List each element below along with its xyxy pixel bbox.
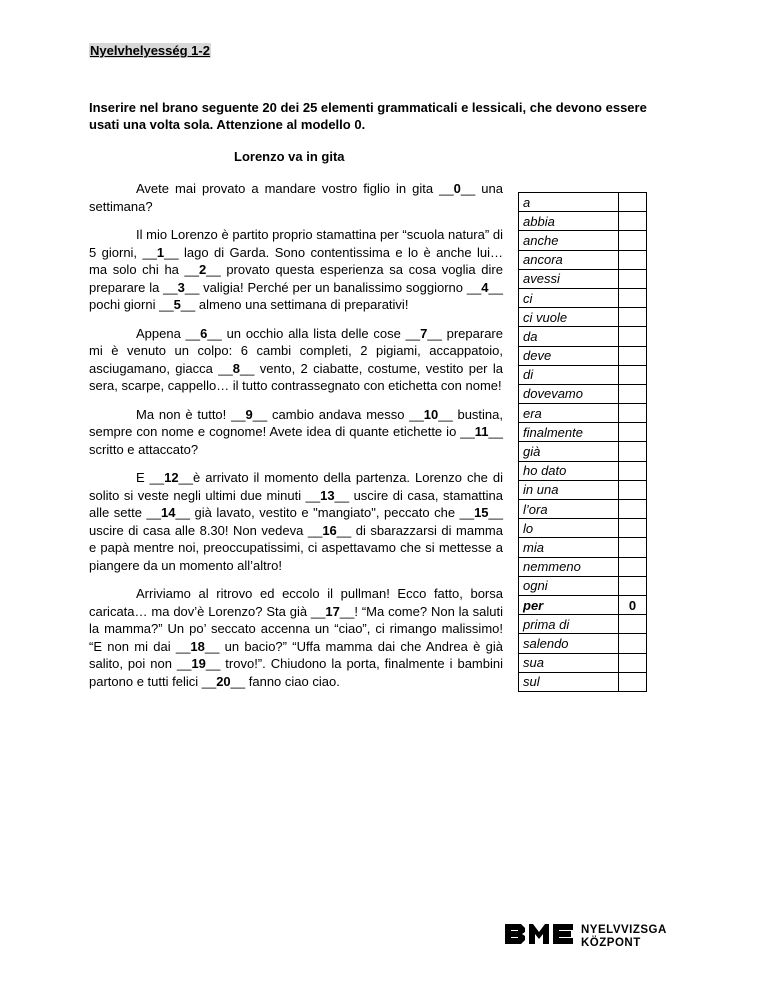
word-bank-row xyxy=(519,384,647,403)
gap-number: 9 xyxy=(245,406,253,422)
word-bank-row xyxy=(519,231,647,250)
word-bank-row xyxy=(519,557,647,576)
gap-number: 10 xyxy=(423,406,439,422)
word-cell: ogni xyxy=(519,576,619,595)
word-bank-row xyxy=(519,576,647,595)
text-segment: __ provato questa esperienza sa cosa voglia dire preparare la __ xyxy=(89,262,503,295)
answer-cell[interactable] xyxy=(619,231,647,250)
answer-cell[interactable] xyxy=(619,538,647,557)
word-bank-row xyxy=(519,538,647,557)
answer-cell[interactable] xyxy=(619,461,647,480)
word-bank-row xyxy=(519,212,647,231)
answer-cell[interactable] xyxy=(619,193,647,212)
gap-number: 5 xyxy=(173,297,181,312)
logo-line-1: NYELVVIZSGA xyxy=(581,924,667,936)
text-segment: __ almeno una settimana di preparativi! xyxy=(180,297,409,312)
logo-line-2: KÖZPONT xyxy=(581,937,641,949)
word-cell: l’ora xyxy=(519,500,619,519)
word-bank-row xyxy=(519,365,647,384)
word-bank-row xyxy=(519,519,647,538)
gap-number: 15 xyxy=(474,505,489,520)
text-segment: __ preparare mi è venuto un colpo: 6 cambi completi, 2 pigiami, accappatoio, asciugamano, giacca __ xyxy=(89,325,503,376)
answer-cell[interactable] xyxy=(619,384,647,403)
logo xyxy=(503,920,667,954)
paragraph xyxy=(89,180,503,215)
gap-number: 7 xyxy=(420,325,428,341)
logo-mark xyxy=(503,920,575,954)
text-title: Lorenzo va in gita xyxy=(234,149,345,164)
gap-number: 6 xyxy=(200,325,208,341)
text-segment: Arriviamo al ritrovo ed eccolo il pullman! Ecco fatto, borsa caricata… ma dov’è Lorenzo? Sta già __ xyxy=(89,586,503,619)
gap-number: 4 xyxy=(481,279,489,295)
word-bank-row xyxy=(519,308,647,327)
word-bank-row xyxy=(519,653,647,672)
text-segment: Avete mai provato a mandare vostro figlio in gita __ xyxy=(136,181,454,196)
word-cell: ho dato xyxy=(519,461,619,480)
word-bank-row xyxy=(519,423,647,442)
word-cell: per xyxy=(519,595,619,614)
paragraph xyxy=(89,325,503,395)
gap-number: 16 xyxy=(322,522,337,538)
gap-number: 3 xyxy=(177,279,185,295)
paragraph xyxy=(89,406,503,459)
answer-cell[interactable] xyxy=(619,308,647,327)
gap-number: 12 xyxy=(164,470,179,485)
text-segment: __! “Ma come? Non la saluti la mamma?” Un po’ seccato accenna un “ciao”, ci rimango malissimo! “E non mi dai __ xyxy=(89,603,504,654)
paragraph xyxy=(89,469,503,574)
word-bank-row xyxy=(519,442,647,461)
word-bank-row xyxy=(519,615,647,634)
word-cell: nemmeno xyxy=(519,557,619,576)
answer-cell[interactable] xyxy=(619,365,647,384)
answer-cell[interactable] xyxy=(619,212,647,231)
word-cell: ci vuole xyxy=(519,308,619,327)
word-bank-row xyxy=(519,500,647,519)
text-segment: __ uscire di casa, stamattina alle sette __ xyxy=(89,487,503,520)
page-header: Nyelvhelyesség 1-2 xyxy=(90,43,210,58)
passage xyxy=(89,180,503,701)
text-segment: __è arrivato il momento della partenza. Lorenzo che di solito si veste negli ultimi due minuti __ xyxy=(89,470,503,503)
text-segment: __ una settimana? xyxy=(89,181,503,214)
answer-cell[interactable] xyxy=(619,404,647,423)
word-cell: sul xyxy=(519,672,619,691)
gap-number: 20 xyxy=(216,673,231,689)
gap-number: 1 xyxy=(156,244,165,260)
gap-number: 8 xyxy=(232,360,240,376)
word-bank-row xyxy=(519,461,647,480)
text-segment: __ uscire di casa alle 8.30! Non vedeva __ xyxy=(89,505,504,538)
word-bank-row xyxy=(519,672,647,691)
text-segment: __ fanno ciao ciao. xyxy=(230,673,340,689)
word-cell: ancora xyxy=(519,250,619,269)
word-bank-row xyxy=(519,480,647,499)
word-cell: abbia xyxy=(519,212,619,231)
text-segment: __ vento, 2 ciabatte, costume, vestito per la sera, scarpe, cappello… il tutto contrassegnato con etichetta con nome! xyxy=(89,360,503,393)
word-cell: finalmente xyxy=(519,423,619,442)
word-bank-table xyxy=(518,192,647,692)
gap-number: 0 xyxy=(453,181,461,196)
text-segment: __ un bacio?” “Uffa mamma dai che Andrea è già salito, poi non __ xyxy=(89,638,503,671)
answer-cell[interactable] xyxy=(619,250,647,269)
text-segment: __ di sbarazzarsi di mamma e papà mentre noi, preoccupatissimi, ci aspettavamo che si mettesse a piangere da un momento all’altro! xyxy=(89,522,503,573)
answer-cell[interactable] xyxy=(619,653,647,672)
word-bank-row xyxy=(519,404,647,423)
gap-number: 11 xyxy=(474,424,489,439)
text-segment: __ scritto e attaccato? xyxy=(89,424,503,457)
word-cell: era xyxy=(519,404,619,423)
answer-cell[interactable] xyxy=(619,557,647,576)
answer-cell[interactable] xyxy=(619,288,647,307)
word-cell: avessi xyxy=(519,269,619,288)
answer-cell[interactable] xyxy=(619,634,647,653)
text-segment: Ma non è tutto! __ xyxy=(136,406,246,422)
word-cell: mia xyxy=(519,538,619,557)
gap-number: 2 xyxy=(199,262,207,277)
instructions: Inserire nel brano seguente 20 dei 25 elementi grammaticali e lessicali, che devono essere usati una volta sola. Attenzione al modello 0. xyxy=(89,100,647,132)
gap-number: 14 xyxy=(161,505,176,520)
word-cell: dovevamo xyxy=(519,384,619,403)
answer-cell[interactable] xyxy=(619,346,647,365)
gap-number: 18 xyxy=(190,638,205,654)
word-cell: deve xyxy=(519,346,619,365)
paragraph xyxy=(89,226,503,314)
word-bank-row xyxy=(519,595,647,614)
word-bank-row xyxy=(519,269,647,288)
gap-number: 19 xyxy=(191,656,206,671)
text-segment: E __ xyxy=(136,470,165,485)
word-bank-row xyxy=(519,250,647,269)
word-bank-row xyxy=(519,327,647,346)
text-segment: __ già lavato, vestito e "mangiato", peccato che __ xyxy=(175,505,475,520)
word-cell: sua xyxy=(519,653,619,672)
text-segment: __ valigia! Perché per un banalissimo soggiorno __ xyxy=(184,279,482,295)
gap-number: 17 xyxy=(325,603,340,619)
answer-cell[interactable] xyxy=(619,615,647,634)
word-cell: da xyxy=(519,327,619,346)
word-bank-row xyxy=(519,346,647,365)
word-cell: anche xyxy=(519,231,619,250)
logo-text xyxy=(581,924,667,950)
answer-cell[interactable] xyxy=(619,423,647,442)
answer-cell[interactable] xyxy=(619,442,647,461)
word-bank-row xyxy=(519,193,647,212)
answer-cell[interactable] xyxy=(619,672,647,691)
word-bank-row xyxy=(519,288,647,307)
text-segment: __ bustina, sempre con nome e cognome! Avete idea di quante etichette io __ xyxy=(89,406,504,439)
word-cell: già xyxy=(519,442,619,461)
answer-cell[interactable] xyxy=(619,576,647,595)
text-segment: __ lago di Garda. Sono contentissima e lo è anche lui… ma solo chi ha __ xyxy=(89,244,503,277)
text-segment: __ un occhio alla lista delle cose __ xyxy=(207,325,421,341)
word-cell: lo xyxy=(519,519,619,538)
answer-cell[interactable]: 0 xyxy=(619,595,647,614)
word-cell: a xyxy=(519,193,619,212)
text-segment: __ cambio andava messo __ xyxy=(252,406,424,422)
word-bank-row xyxy=(519,634,647,653)
word-cell: ci xyxy=(519,288,619,307)
text-segment: __ trovo!”. Chiudono la porta, finalmente i bambini partono e tutti felici __ xyxy=(89,656,504,689)
logo-glyphs-icon xyxy=(503,920,575,948)
paragraph xyxy=(89,585,503,690)
answer-cell[interactable] xyxy=(619,327,647,346)
word-cell: in una xyxy=(519,480,619,499)
answer-cell[interactable] xyxy=(619,480,647,499)
answer-cell[interactable] xyxy=(619,269,647,288)
word-cell: di xyxy=(519,365,619,384)
text-segment: Il mio Lorenzo è partito proprio stamattina per “scuola natura” di 5 giorni, __ xyxy=(89,227,503,260)
text-segment: Appena __ xyxy=(136,325,201,341)
word-cell: salendo xyxy=(519,634,619,653)
gap-number: 13 xyxy=(320,487,335,503)
answer-cell[interactable] xyxy=(619,500,647,519)
word-cell: prima di xyxy=(519,615,619,634)
text-segment: __ pochi giorni __ xyxy=(89,279,503,312)
answer-cell[interactable] xyxy=(619,519,647,538)
